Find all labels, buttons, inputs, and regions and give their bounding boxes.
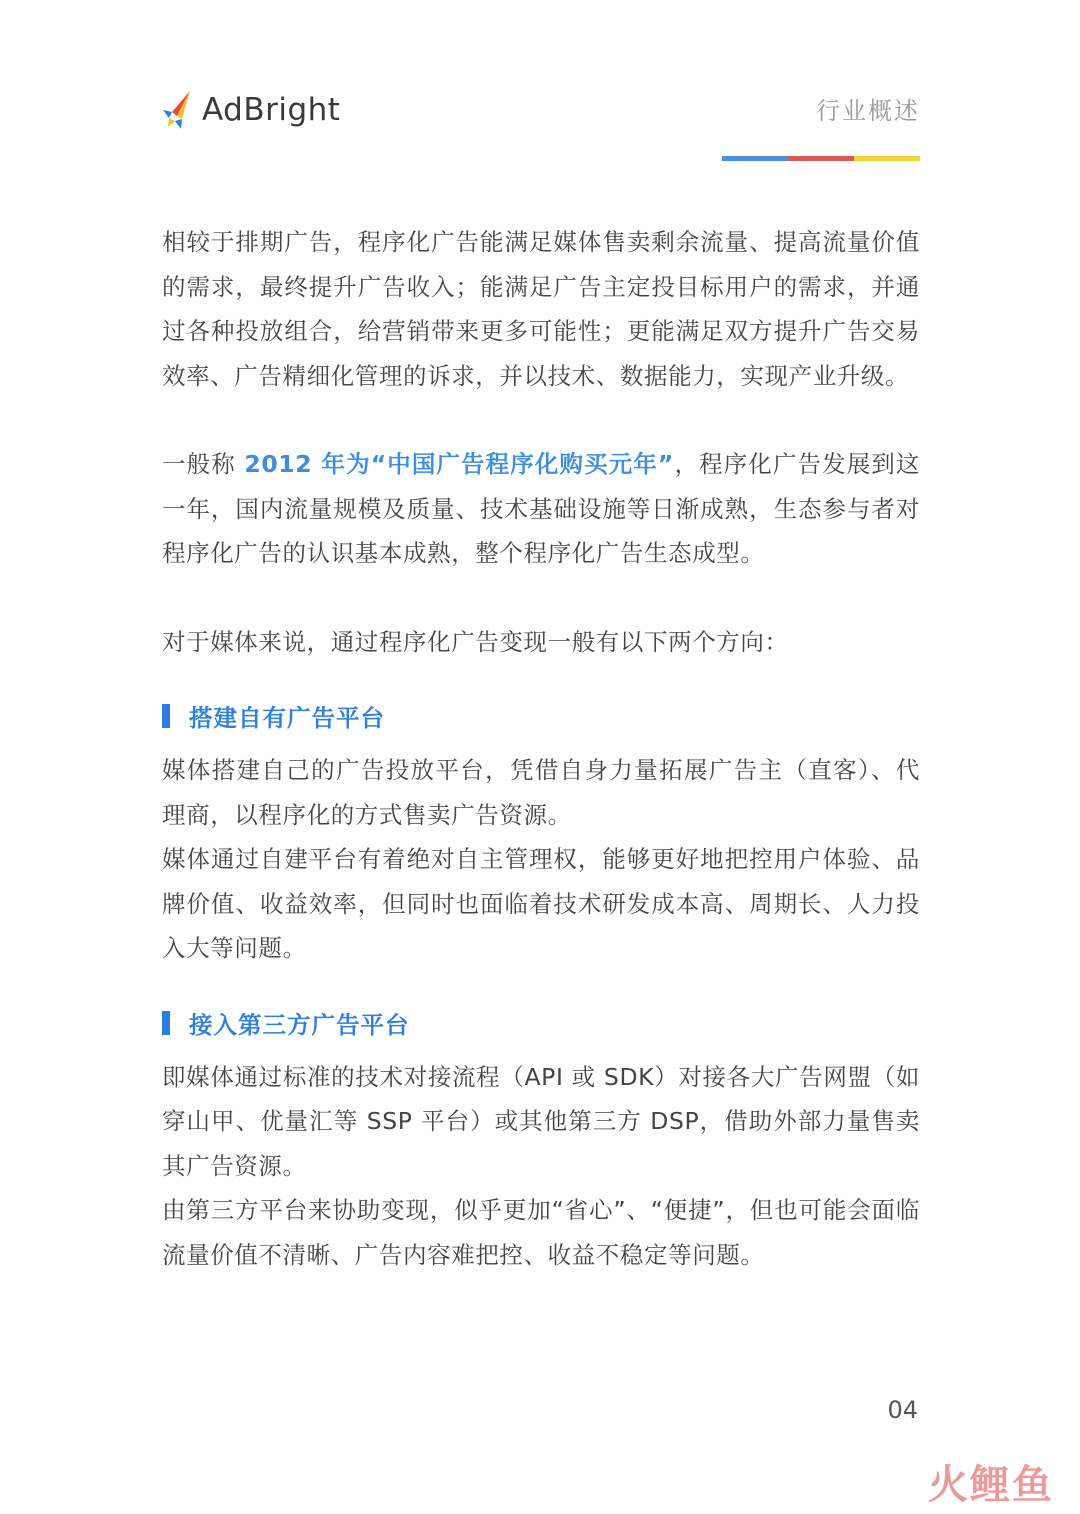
highlight-year-2012: 2012 年为“中国广告程序化购买元年” bbox=[244, 450, 674, 478]
article-body bbox=[162, 220, 920, 1277]
page-number: 04 bbox=[887, 1396, 918, 1424]
subhead-title: 接入第三方广告平台 bbox=[189, 1010, 410, 1039]
subhead-marker bbox=[162, 704, 170, 728]
brand-name: AdBright bbox=[202, 92, 341, 128]
section-1-line-1: 媒体搭建自己的广告投放平台，凭借自身力量拓展广告主（直客）、代理商，以程序化的方式售卖广告资源。 bbox=[162, 756, 920, 829]
paragraph-intro: 相较于排期广告，程序化广告能满足媒体售卖剩余流量、提高流量价值的需求，最终提升广告收入；能满足广告主定投目标用户的需求，并通过各种投放组合，给营销带来更多可能性；更能满足双方提升广告交易效率、广告精细化管理的诉求，并以技术、数据能力，实现产业升级。 bbox=[162, 228, 920, 390]
subhead-title: 搭建自有广告平台 bbox=[189, 704, 385, 732]
section-2-line-2: 由第三方平台来协助变现，似乎更加“省心”、“便捷”，但也可能会面临流量价值不清晰、广告内容难把控、收益不稳定等问题。 bbox=[162, 1196, 920, 1269]
paragraph-directions: 对于媒体来说，通过程序化广告变现一般有以下两个方向： bbox=[162, 627, 789, 656]
paragraph-history-suffix: ，程序化广告发展到这一年，国内流量规模及质量、技术基础设施等日渐成熟，生态参与者对程序化广告的认识基本成熟，整个程序化广告生态成型。 bbox=[162, 450, 921, 567]
page-header bbox=[160, 86, 920, 166]
rocket-logo-icon bbox=[160, 88, 198, 132]
section-1-line-2: 媒体通过自建平台有着绝对自主管理权，能够更好地把控用户体验、品牌价值、收益效率，但同时也面临着技术研发成本高、周期长、人力投入大等问题。 bbox=[162, 845, 920, 962]
accent-color-bar bbox=[722, 156, 920, 161]
subhead-marker bbox=[162, 1011, 170, 1035]
accent-bar-red bbox=[788, 156, 854, 161]
subhead-own-platform bbox=[162, 694, 920, 738]
paragraph-history-prefix: 一般称 bbox=[162, 450, 245, 478]
paragraph-history bbox=[162, 442, 920, 576]
accent-bar-yellow bbox=[854, 156, 920, 161]
watermark-text: 火鲤鱼 bbox=[928, 1462, 1054, 1508]
section-label: 行业概述 bbox=[816, 97, 920, 125]
accent-bar-blue bbox=[722, 156, 788, 161]
brand-logo bbox=[160, 88, 340, 132]
subhead-third-party-platform bbox=[162, 1001, 920, 1045]
section-2-line-1: 即媒体通过标准的技术对接流程（API 或 SDK）对接各大广告网盟（如穿山甲、优量汇等 SSP 平台）或其他第三方 DSP，借助外部力量售卖其广告资源。 bbox=[162, 1062, 920, 1180]
